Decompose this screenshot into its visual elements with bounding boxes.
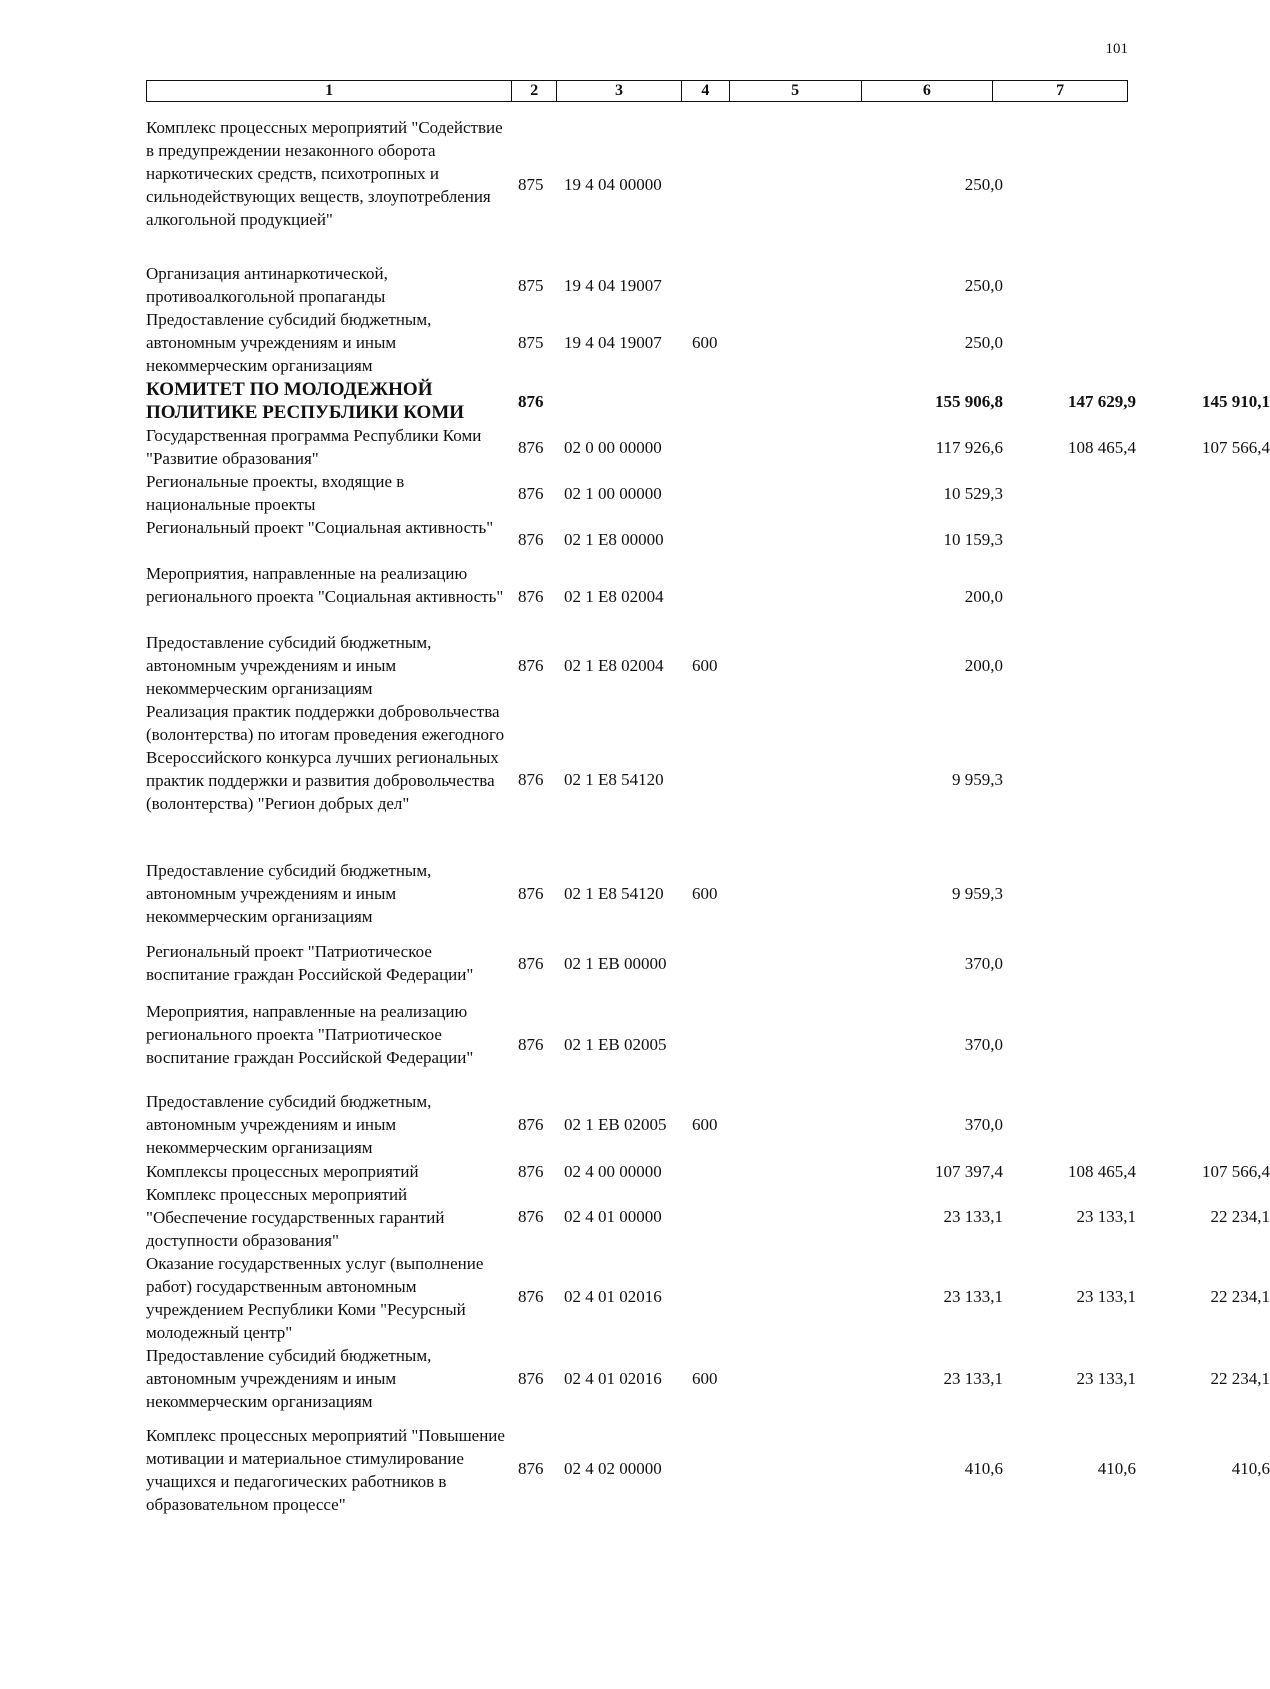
row-col-5: 107 397,4 bbox=[935, 1162, 1003, 1181]
row-col-7: 22 234,1 bbox=[1210, 1207, 1270, 1226]
row-col-2: 876 bbox=[518, 530, 544, 549]
row-col-2: 876 bbox=[518, 1035, 544, 1054]
row-col-2: 876 bbox=[518, 1369, 544, 1388]
row-col-3: 02 1 EB 00000 bbox=[564, 954, 667, 973]
row-name: Предоставление субсидий бюджетным, автономным учреждениям и иным некоммерческим организациям bbox=[146, 1346, 432, 1411]
row-col-6: 410,6 bbox=[1097, 1459, 1136, 1478]
row-col-3: 02 1 E8 54120 bbox=[564, 884, 664, 903]
row-name: Региональный проект "Социальная активность" bbox=[146, 518, 494, 537]
row-col-7: 410,6 bbox=[1231, 1459, 1270, 1478]
row-name: Региональные проекты, входящие в национальные проекты bbox=[146, 472, 405, 514]
row-col-3: 02 4 00 00000 bbox=[564, 1162, 662, 1181]
row-col-3: 02 4 01 02016 bbox=[564, 1369, 662, 1388]
row-col-5: 200,0 bbox=[964, 587, 1003, 606]
row-col-2: 875 bbox=[518, 175, 544, 194]
row-col-3: 02 1 E8 02004 bbox=[564, 656, 664, 675]
row-col-6: 23 133,1 bbox=[1076, 1207, 1136, 1226]
row-col-6: 108 465,4 bbox=[1068, 1162, 1136, 1181]
row-col-2: 876 bbox=[518, 392, 544, 411]
row-col-3: 02 4 01 02016 bbox=[564, 1287, 662, 1306]
row-col-2: 875 bbox=[518, 333, 544, 352]
row-col-3: 02 0 00 00000 bbox=[564, 438, 662, 457]
row-col-3: 02 1 00 00000 bbox=[564, 484, 662, 503]
row-col-5: 370,0 bbox=[964, 1115, 1003, 1134]
row-name: Комплексы процессных мероприятий bbox=[146, 1162, 419, 1181]
row-col-3: 02 1 EB 02005 bbox=[564, 1035, 667, 1054]
row-name: Реализация практик поддержки добровольчества (волонтерства) по итогам проведения ежегодного Всероссийского конкурса лучших региональных практик поддержки и развития добровольчества (волонтерства) "Регион добрых дел" bbox=[146, 702, 505, 813]
row-col-5: 250,0 bbox=[964, 175, 1003, 194]
row-name: Предоставление субсидий бюджетным, автономным учреждениям и иным некоммерческим организациям bbox=[146, 1092, 432, 1157]
row-col-2: 876 bbox=[518, 1115, 544, 1134]
header-col-4: 4 bbox=[682, 81, 730, 101]
header-col-3: 3 bbox=[557, 81, 682, 101]
row-col-5: 10 159,3 bbox=[943, 530, 1003, 549]
row-col-4: 600 bbox=[692, 656, 718, 675]
row-col-3: 02 4 01 00000 bbox=[564, 1207, 662, 1226]
header-col-6: 6 bbox=[862, 81, 994, 101]
row-col-2: 876 bbox=[518, 484, 544, 503]
row-col-5: 155 906,8 bbox=[935, 392, 1003, 411]
row-col-6: 23 133,1 bbox=[1076, 1369, 1136, 1388]
row-name: Оказание государственных услуг (выполнение работ) государственным автономным учреждением Республики Коми "Ресурсный молодежный центр" bbox=[146, 1254, 484, 1342]
row-col-3: 02 1 E8 02004 bbox=[564, 587, 664, 606]
row-col-5: 200,0 bbox=[964, 656, 1003, 675]
row-col-7: 107 566,4 bbox=[1202, 438, 1270, 457]
row-col-2: 876 bbox=[518, 438, 544, 457]
row-col-3: 02 1 E8 54120 bbox=[564, 770, 664, 789]
row-col-3: 19 4 04 00000 bbox=[564, 175, 662, 194]
table-header bbox=[146, 80, 1128, 102]
row-col-7: 145 910,1 bbox=[1202, 392, 1270, 411]
row-col-5: 9 959,3 bbox=[952, 770, 1003, 789]
row-name: Мероприятия, направленные на реализацию регионального проекта "Патриотическое воспитание граждан Российской Федерации" bbox=[146, 1002, 474, 1067]
row-col-3: 19 4 04 19007 bbox=[564, 276, 662, 295]
row-col-3: 02 1 EB 02005 bbox=[564, 1115, 667, 1134]
row-name: Мероприятия, направленные на реализацию регионального проекта "Социальная активность" bbox=[146, 564, 504, 606]
row-name: Предоставление субсидий бюджетным, автономным учреждениям и иным некоммерческим организациям bbox=[146, 633, 432, 698]
row-col-5: 23 133,1 bbox=[943, 1369, 1003, 1388]
row-col-3: 02 1 E8 00000 bbox=[564, 530, 664, 549]
row-col-2: 876 bbox=[518, 1162, 544, 1181]
row-col-5: 23 133,1 bbox=[943, 1207, 1003, 1226]
row-col-2: 876 bbox=[518, 770, 544, 789]
row-col-5: 250,0 bbox=[964, 333, 1003, 352]
row-col-5: 250,0 bbox=[964, 276, 1003, 295]
row-col-4: 600 bbox=[692, 1369, 718, 1388]
row-name: Предоставление субсидий бюджетным, автономным учреждениям и иным некоммерческим организациям bbox=[146, 310, 432, 375]
row-col-4: 600 bbox=[692, 333, 718, 352]
row-col-5: 370,0 bbox=[964, 1035, 1003, 1054]
row-name: Государственная программа Республики Коми "Развитие образования" bbox=[146, 426, 482, 468]
row-col-5: 10 529,3 bbox=[943, 484, 1003, 503]
row-name: Комплекс процессных мероприятий "Обеспечение государственных гарантий доступности образования" bbox=[146, 1185, 445, 1250]
row-name: Предоставление субсидий бюджетным, автономным учреждениям и иным некоммерческим организациям bbox=[146, 861, 432, 926]
row-name: Организация антинаркотической, противоалкогольной пропаганды bbox=[146, 264, 388, 306]
row-col-5: 117 926,6 bbox=[935, 438, 1003, 457]
row-col-2: 876 bbox=[518, 1287, 544, 1306]
row-name: Комплекс процессных мероприятий "Повышение мотивации и материальное стимулирование учащихся и педагогических работников в образовательном процессе" bbox=[146, 1426, 505, 1514]
row-col-3: 02 4 02 00000 bbox=[564, 1459, 662, 1478]
row-col-5: 410,6 bbox=[964, 1459, 1003, 1478]
row-col-5: 370,0 bbox=[964, 954, 1003, 973]
header-col-5: 5 bbox=[730, 81, 862, 101]
row-name: Комплекс процессных мероприятий "Содействие в предупреждении незаконного оборота наркотических средств, психотропных и сильнодействующих веществ, злоупотребления алкогольной продукцией" bbox=[146, 118, 503, 229]
row-col-3: 19 4 04 19007 bbox=[564, 333, 662, 352]
row-col-5: 23 133,1 bbox=[943, 1287, 1003, 1306]
row-col-4: 600 bbox=[692, 884, 718, 903]
header-col-2: 2 bbox=[512, 81, 557, 101]
row-name: Региональный проект "Патриотическое воспитание граждан Российской Федерации" bbox=[146, 942, 474, 984]
row-col-7: 22 234,1 bbox=[1210, 1287, 1270, 1306]
row-col-6: 23 133,1 bbox=[1076, 1287, 1136, 1306]
row-col-7: 22 234,1 bbox=[1210, 1369, 1270, 1388]
row-col-5: 9 959,3 bbox=[952, 884, 1003, 903]
row-col-2: 876 bbox=[518, 954, 544, 973]
row-col-4: 600 bbox=[692, 1115, 718, 1134]
row-col-2: 875 bbox=[518, 276, 544, 295]
row-col-6: 108 465,4 bbox=[1068, 438, 1136, 457]
row-col-2: 876 bbox=[518, 884, 544, 903]
row-col-6: 147 629,9 bbox=[1068, 392, 1136, 411]
row-col-2: 876 bbox=[518, 587, 544, 606]
row-name: КОМИТЕТ ПО МОЛОДЕЖНОЙ ПОЛИТИКЕ РЕСПУБЛИКИ КОМИ bbox=[146, 379, 465, 423]
row-col-2: 876 bbox=[518, 1207, 544, 1226]
row-col-2: 876 bbox=[518, 1459, 544, 1478]
row-col-7: 107 566,4 bbox=[1202, 1162, 1270, 1181]
header-col-7: 7 bbox=[1056, 82, 1065, 99]
header-col-1: 1 bbox=[147, 81, 512, 101]
row-col-2: 876 bbox=[518, 656, 544, 675]
page-number: 101 bbox=[1105, 41, 1128, 57]
